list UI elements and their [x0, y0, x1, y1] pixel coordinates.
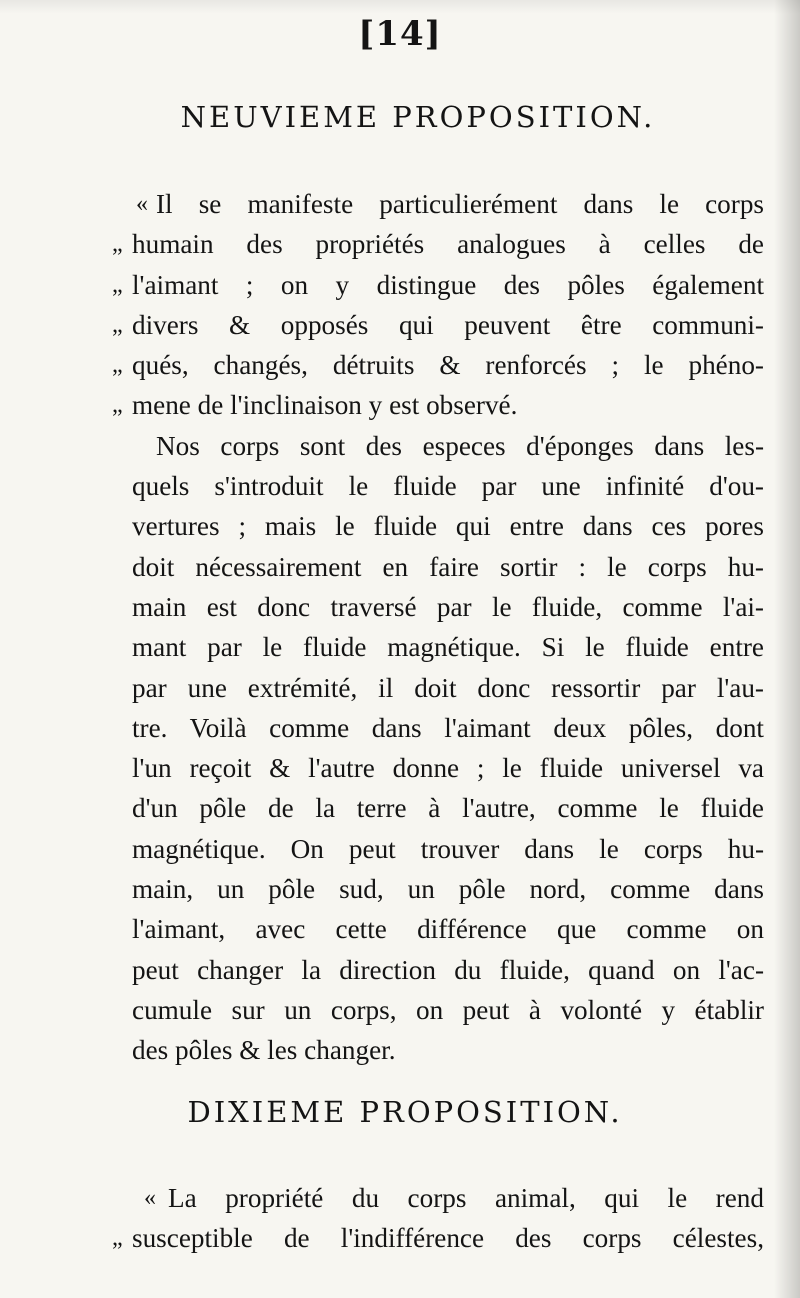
quote-line [112, 224, 764, 264]
quote-line [112, 265, 764, 305]
paragraph-line: magnétique. On peut trouver dans le corps hu- [132, 833, 764, 864]
section-heading-dixieme: DIXIEME PROPOSITION. [187, 1095, 623, 1129]
paragraph-line: des pôles & les changer. [132, 1035, 396, 1066]
paragraph-line: cumule sur un corps, on peut à volonté y établir [132, 994, 764, 1025]
quote-mark: « [144, 1185, 156, 1211]
quote-line [112, 385, 764, 425]
paragraph-line: main est donc traversé par le fluide, comme l'ai- [132, 591, 764, 622]
quote-text: humain des propriétés analogues à celles de [132, 229, 764, 260]
page-top-shadow [0, 0, 800, 14]
paragraph-line: peut changer la direction du fluide, quand on l'ac- [132, 954, 764, 985]
section-body-dixieme [112, 1178, 764, 1259]
paragraph-line: l'un reçoit & l'autre donne ; le fluide universel va [132, 753, 764, 784]
quote-mark: „ [112, 392, 123, 419]
quote-mark: „ [112, 1225, 123, 1252]
quote-mark: „ [112, 311, 123, 338]
quote-mark: « [136, 191, 148, 217]
paragraph-line: Nos corps sont des especes d'éponges dans les- [156, 430, 764, 461]
quote-text: La propriété du corps animal, qui le rend [168, 1183, 764, 1213]
page-number: [14] [358, 14, 442, 54]
section-body-neuvieme [112, 184, 764, 1071]
quote-text: Il se manifeste particulierément dans le corps [156, 189, 764, 219]
paragraph-line: doit nécessairement en faire sortir : le corps hu- [132, 551, 764, 582]
paragraph-line: par une extrémité, il doit donc ressortir par l'au- [132, 672, 764, 703]
paragraph-line: mant par le fluide magnétique. Si le fluide entre [132, 632, 764, 663]
quote-line [112, 305, 764, 345]
paragraph-line: tre. Voilà comme dans l'aimant deux pôles, dont [132, 712, 764, 743]
quote-mark: „ [112, 231, 123, 258]
quote-text: divers & opposés qui peuvent être communi- [132, 309, 764, 340]
quote-mark: „ [112, 271, 123, 298]
quote-line [112, 345, 764, 385]
section-heading-neuvieme: NEUVIEME PROPOSITION. [180, 100, 656, 134]
paragraph-line: quels s'introduit le fluide par une infinité d'ou- [132, 471, 764, 502]
quote-text: mene de l'inclinaison y est observé. [132, 390, 518, 421]
paragraph-line: vertures ; mais le fluide qui entre dans ces pores [132, 511, 764, 542]
quote-line [112, 1218, 764, 1258]
quote-text: l'aimant ; on y distingue des pôles également [132, 269, 764, 300]
paragraph-line: d'un pôle de la terre à l'autre, comme le fluide [132, 793, 764, 824]
quote-mark: „ [112, 352, 123, 379]
quote-line [132, 184, 764, 224]
quote-text: susceptible de l'indifférence des corps célestes, [132, 1223, 764, 1254]
paragraph-line: l'aimant, avec cette différence que comme on [132, 914, 764, 945]
quote-text: qués, changés, détruits & renforcés ; le phéno- [132, 350, 764, 381]
paragraph-line: main, un pôle sud, un pôle nord, comme dans [132, 874, 764, 905]
quote-line [132, 1178, 764, 1218]
